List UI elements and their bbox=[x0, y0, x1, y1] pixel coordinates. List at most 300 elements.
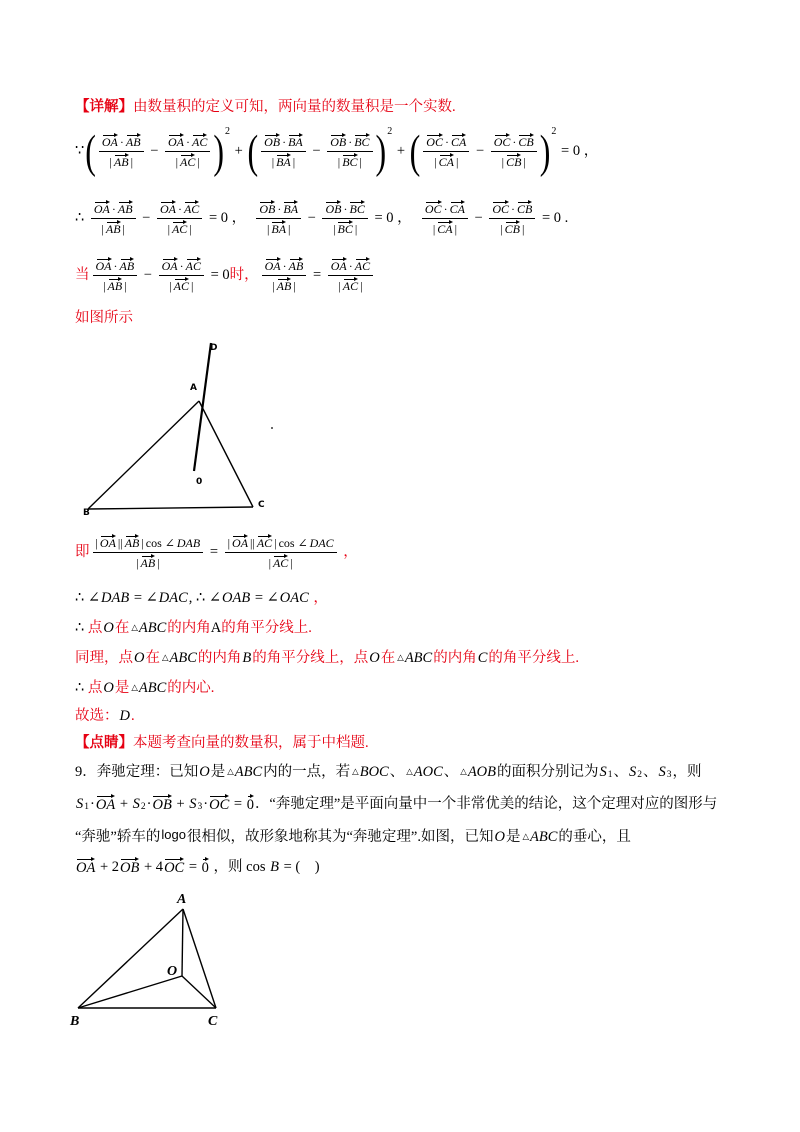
text-run: ．“奔驰定理”是平面向量中一个非常优美的结论，这个定理对应的图形与 bbox=[254, 796, 718, 812]
triangle-symbol: △ bbox=[397, 653, 404, 663]
text-run: 同理，点 bbox=[75, 650, 133, 666]
latin-word: logo bbox=[161, 827, 186, 842]
vector: CA bbox=[449, 201, 465, 216]
text-run: 当 bbox=[75, 267, 90, 283]
question-9-line-2 bbox=[75, 792, 717, 816]
math-variable: O bbox=[199, 764, 210, 780]
fraction-numerator bbox=[99, 133, 144, 152]
fraction bbox=[91, 200, 136, 237]
text-run: | bbox=[274, 535, 277, 550]
vector: OA bbox=[101, 134, 118, 149]
fraction-denominator bbox=[93, 276, 138, 294]
text-run: ， bbox=[309, 590, 328, 606]
vector: BA bbox=[276, 154, 291, 169]
vector: BC bbox=[354, 134, 370, 149]
text-run: | bbox=[175, 154, 178, 169]
text-run: ，则 cos bbox=[209, 859, 270, 875]
fraction-numerator bbox=[491, 133, 537, 152]
text-run: || bbox=[250, 535, 255, 550]
vector: OC bbox=[209, 794, 229, 814]
fraction-denominator bbox=[491, 152, 537, 170]
fraction-denominator bbox=[93, 553, 204, 571]
text-run: = 0 . bbox=[538, 210, 569, 226]
text-run: + bbox=[116, 796, 132, 812]
text-run: 9．奔驰定理：已知 bbox=[75, 764, 199, 780]
fraction-numerator bbox=[261, 133, 306, 152]
fraction-denominator bbox=[423, 152, 469, 170]
left-parenthesis: ( bbox=[247, 124, 259, 178]
text-run: 由数量积的定义可知，两向量的数量积是一个实数. bbox=[133, 99, 456, 115]
math-variable: O bbox=[134, 650, 145, 666]
vector: BA bbox=[271, 221, 287, 236]
text-run: 很相似，故形象地称其为“奔驰定理”.如图，已知 bbox=[186, 829, 494, 845]
text-run: = 0 bbox=[206, 267, 230, 283]
math-variable: S bbox=[132, 796, 140, 812]
text-run: | bbox=[189, 221, 192, 236]
fraction-numerator bbox=[423, 133, 469, 152]
text-run: cos ∠ bbox=[145, 535, 175, 550]
subscript: 2 bbox=[140, 802, 146, 813]
fraction bbox=[99, 133, 144, 170]
fraction bbox=[423, 133, 469, 170]
label-c: C bbox=[258, 500, 265, 510]
condition-equation bbox=[75, 257, 376, 293]
vector: BC bbox=[337, 221, 353, 236]
label-b: B bbox=[83, 508, 90, 518]
math-variable: ABC bbox=[169, 650, 197, 666]
text-run: 的垂心，且 bbox=[558, 829, 631, 845]
triangle-symbol: △ bbox=[522, 832, 529, 842]
vector: OB bbox=[259, 201, 276, 216]
fraction-numerator bbox=[93, 257, 138, 276]
fraction-denominator bbox=[91, 219, 136, 237]
text-run: · bbox=[179, 258, 184, 273]
text-run: 是 bbox=[210, 764, 226, 780]
fraction bbox=[327, 133, 372, 170]
vector: AB bbox=[119, 258, 135, 273]
text-run: + bbox=[172, 796, 189, 812]
vector: CA bbox=[437, 221, 453, 236]
fraction-denominator bbox=[225, 553, 337, 571]
vector: OB bbox=[120, 857, 139, 877]
fraction bbox=[225, 534, 337, 571]
math-variable: AOC bbox=[413, 764, 443, 780]
vector: OB bbox=[325, 201, 342, 216]
math-variable: S bbox=[189, 796, 197, 812]
text-run: − bbox=[146, 143, 162, 159]
text-run: 点 bbox=[87, 620, 103, 636]
text-run: = ( ) bbox=[279, 859, 320, 875]
text-run: − bbox=[308, 143, 325, 159]
text-run: 的内角 bbox=[197, 650, 242, 666]
text-run: ，则 bbox=[672, 764, 702, 780]
subscript: 3 bbox=[197, 802, 203, 813]
fraction-denominator bbox=[489, 219, 535, 237]
side-ca bbox=[199, 401, 253, 507]
label-a: A bbox=[177, 892, 187, 907]
text-run: 即 bbox=[75, 544, 90, 560]
label-c: C bbox=[208, 1014, 218, 1029]
math-variable: S bbox=[599, 764, 607, 780]
comment-line bbox=[75, 734, 369, 752]
fraction bbox=[328, 257, 373, 294]
cosine-equation bbox=[75, 532, 358, 572]
vector: OA bbox=[99, 535, 116, 550]
fraction-denominator bbox=[327, 152, 372, 170]
math-variable: ABC bbox=[234, 764, 263, 780]
triangle-symbol: △ bbox=[161, 653, 169, 663]
text-run: 如图所示 bbox=[75, 310, 133, 326]
text-run: = 0 ， bbox=[370, 210, 419, 226]
fraction-denominator bbox=[262, 276, 307, 294]
text-run: 的内心. bbox=[167, 680, 215, 696]
vector: OA bbox=[161, 258, 178, 273]
text-run: · bbox=[186, 134, 190, 149]
text-run: | bbox=[333, 221, 336, 236]
math-variable: ABC bbox=[529, 829, 558, 845]
vector: AC bbox=[173, 278, 189, 293]
text-run: | bbox=[523, 154, 526, 169]
text-run: = 0 ， bbox=[205, 210, 254, 226]
text-run: | bbox=[167, 221, 170, 236]
text-run: | bbox=[157, 555, 160, 570]
text-run: | bbox=[95, 535, 98, 550]
question-9-line-4 bbox=[75, 855, 320, 879]
text-run: 是 bbox=[114, 680, 130, 696]
text-run: · bbox=[444, 134, 449, 149]
angle-equality bbox=[75, 589, 328, 607]
text-run: | bbox=[190, 278, 194, 293]
text-run: | bbox=[522, 221, 525, 236]
fraction-numerator bbox=[91, 200, 136, 219]
text-run: | bbox=[272, 278, 275, 293]
label-o: O bbox=[167, 964, 178, 979]
text-run: − bbox=[470, 210, 487, 226]
triangle-symbol: △ bbox=[131, 623, 138, 633]
math-variable: DAB bbox=[176, 535, 201, 550]
vector: AC bbox=[171, 221, 188, 236]
text-run: 故选： bbox=[75, 708, 119, 724]
text-run: = ∠ bbox=[251, 590, 279, 606]
math-variable: OAC bbox=[279, 590, 309, 606]
side-ab bbox=[88, 401, 199, 509]
left-parenthesis: ( bbox=[85, 124, 96, 178]
text-run: 在 bbox=[114, 620, 130, 636]
triangle-symbol: △ bbox=[352, 767, 359, 777]
text-run: ∵ bbox=[75, 143, 85, 159]
text-run: · bbox=[443, 201, 448, 216]
fraction-denominator bbox=[157, 219, 202, 237]
fraction bbox=[157, 200, 202, 237]
text-run: 在 bbox=[380, 650, 396, 666]
text-run: | bbox=[130, 154, 133, 169]
vector: AC bbox=[342, 278, 359, 293]
text-run: | bbox=[337, 154, 341, 169]
text-run: 的内角 bbox=[167, 620, 211, 636]
text-run: 的角平分线上. bbox=[488, 650, 579, 666]
text-run: | bbox=[268, 555, 271, 570]
squared-bracket-group bbox=[409, 124, 557, 178]
text-run: | bbox=[455, 154, 459, 169]
triangle-symbol: △ bbox=[460, 767, 467, 777]
left-parenthesis: ( bbox=[409, 124, 421, 178]
fraction-numerator bbox=[157, 200, 202, 219]
math-variable: ABC bbox=[138, 620, 167, 636]
segment-bo bbox=[78, 976, 182, 1008]
text-run: | bbox=[338, 278, 341, 293]
text-run: | bbox=[109, 154, 112, 169]
text-run: − bbox=[472, 143, 488, 159]
math-variable: O bbox=[369, 650, 380, 666]
text-run: 、 bbox=[643, 764, 658, 780]
math-variable: S bbox=[76, 796, 84, 812]
exponent: 2 bbox=[551, 125, 557, 137]
vector: OA bbox=[93, 201, 110, 216]
text-run: · bbox=[348, 258, 353, 273]
vector: OB bbox=[152, 794, 171, 814]
vector: AB bbox=[288, 258, 304, 273]
label-d: D bbox=[210, 343, 218, 353]
fraction-numerator bbox=[328, 257, 373, 276]
text-run: · bbox=[511, 201, 516, 216]
text-run: 的内角 bbox=[433, 650, 477, 666]
text-run: 点 bbox=[87, 680, 103, 696]
math-variable: B bbox=[270, 859, 279, 875]
math-variable: O bbox=[103, 680, 114, 696]
vector: BA bbox=[288, 134, 303, 149]
fraction-numerator bbox=[225, 534, 337, 553]
fraction-denominator bbox=[165, 152, 210, 170]
subscript: 2 bbox=[637, 770, 642, 781]
vector: AB bbox=[124, 535, 140, 550]
text-run: = ∠ bbox=[130, 590, 158, 606]
vector: AB bbox=[113, 154, 129, 169]
vector: AC bbox=[183, 201, 200, 216]
subscript: 3 bbox=[666, 770, 672, 781]
text-run: | bbox=[169, 278, 172, 293]
math-variable: S bbox=[658, 764, 666, 780]
vector: AB bbox=[105, 221, 121, 236]
text-run: | bbox=[360, 278, 363, 293]
fraction-denominator bbox=[99, 152, 144, 170]
text-run: | bbox=[271, 154, 275, 169]
math-variable: ABC bbox=[138, 680, 167, 696]
figure-caption bbox=[75, 309, 133, 327]
squared-sum-equation bbox=[75, 124, 598, 178]
text-run: | bbox=[293, 278, 296, 293]
math-variable: S bbox=[629, 764, 637, 780]
text-run: · bbox=[348, 134, 353, 149]
text-run: ∴ bbox=[75, 210, 88, 226]
vector: OA bbox=[95, 258, 112, 273]
label-a: A bbox=[190, 383, 197, 393]
text-run: + bbox=[393, 143, 409, 159]
question-9-line-3 bbox=[75, 828, 631, 846]
text-run: 的面积分别记为 bbox=[497, 764, 599, 780]
text-run: · bbox=[512, 134, 517, 149]
text-run: | bbox=[288, 221, 291, 236]
text-run: | bbox=[434, 154, 437, 169]
text-run: 、 bbox=[613, 764, 628, 780]
text-run: = bbox=[185, 859, 201, 875]
text-run: 内的一点，若 bbox=[263, 764, 351, 780]
text-run: 本题考查向量的数量积，属于中档题. bbox=[133, 735, 369, 751]
text-run: · bbox=[113, 258, 118, 273]
text-run: − bbox=[138, 210, 154, 226]
bracket-body bbox=[420, 133, 539, 170]
vector: OA bbox=[159, 201, 176, 216]
vector: BC bbox=[349, 201, 365, 216]
vector: OA bbox=[168, 134, 184, 149]
text-run: | bbox=[266, 221, 270, 236]
vector: OC bbox=[492, 201, 510, 216]
text-run: · bbox=[111, 201, 116, 216]
text-run: + bbox=[231, 143, 247, 159]
vector: OA bbox=[96, 794, 115, 814]
subscript: 1 bbox=[84, 802, 89, 813]
vector: AB bbox=[125, 134, 141, 149]
text-run: | bbox=[136, 555, 139, 570]
exponent: 2 bbox=[387, 125, 393, 137]
text-run: A bbox=[210, 620, 222, 636]
fraction bbox=[261, 133, 306, 170]
text-run: ∴ ∠ bbox=[75, 590, 100, 606]
text-run: | bbox=[101, 221, 104, 236]
section-tag: 【详解】 bbox=[75, 99, 133, 115]
fraction bbox=[489, 200, 535, 237]
fraction-denominator bbox=[261, 152, 306, 170]
bracket-body bbox=[258, 133, 375, 170]
bisector-conclusion-a bbox=[75, 619, 312, 637]
math-variable: DAC bbox=[309, 535, 334, 550]
vector: AC bbox=[180, 154, 196, 169]
vector: AC bbox=[354, 258, 371, 273]
vector: OA bbox=[330, 258, 347, 273]
text-run: · bbox=[90, 796, 95, 812]
fraction-numerator bbox=[159, 257, 204, 276]
fraction-numerator bbox=[165, 133, 210, 152]
text-run: | bbox=[124, 278, 127, 293]
fraction-numerator bbox=[322, 200, 367, 219]
squared-bracket-group bbox=[85, 124, 230, 178]
math-variable: B bbox=[242, 650, 252, 666]
fraction bbox=[93, 257, 138, 294]
vector: CB bbox=[517, 201, 533, 216]
text-run: . bbox=[130, 708, 135, 724]
fraction bbox=[256, 200, 301, 237]
zero-vector: 0 bbox=[202, 857, 209, 877]
math-variable: OAB bbox=[222, 590, 251, 606]
section-tag: 【点睛】 bbox=[75, 735, 133, 751]
text-run: = bbox=[230, 796, 246, 812]
fraction-denominator bbox=[159, 276, 204, 294]
squared-bracket-group bbox=[247, 124, 393, 178]
text-run: = bbox=[206, 544, 222, 560]
text-run: + 2 bbox=[96, 859, 120, 875]
vector: AC bbox=[185, 258, 201, 273]
text-run: | bbox=[454, 221, 457, 236]
vector: OC bbox=[493, 134, 511, 149]
answer-choice bbox=[75, 707, 135, 725]
triangle-symbol: △ bbox=[131, 683, 138, 693]
subscript: 1 bbox=[607, 770, 613, 781]
text-run: 时， bbox=[229, 267, 259, 283]
vector: OC bbox=[424, 201, 442, 216]
right-parenthesis: ) bbox=[213, 124, 224, 178]
text-run: | bbox=[197, 154, 200, 169]
vector: AB bbox=[140, 555, 156, 570]
fraction bbox=[422, 200, 468, 237]
math-variable: O bbox=[103, 620, 114, 636]
text-run: 、 bbox=[443, 764, 459, 780]
fraction-numerator bbox=[489, 200, 535, 219]
vector: OB bbox=[330, 134, 347, 149]
text-run: · bbox=[282, 134, 287, 149]
text-run: ， bbox=[339, 544, 358, 560]
segment-ao bbox=[182, 909, 183, 976]
text-run: − bbox=[140, 267, 156, 283]
vector: OA bbox=[264, 258, 281, 273]
triangle-symbol: △ bbox=[406, 767, 413, 777]
fraction bbox=[491, 133, 537, 170]
text-run: “奔驰”轿车的 bbox=[75, 829, 161, 845]
text-run: · bbox=[119, 134, 124, 149]
text-run: | bbox=[500, 221, 503, 236]
vector: AB bbox=[276, 278, 292, 293]
incenter-conclusion bbox=[75, 679, 214, 697]
vector: CB bbox=[504, 221, 521, 236]
text-run: 在 bbox=[145, 650, 160, 666]
text-run: · bbox=[282, 258, 287, 273]
math-variable: O bbox=[494, 829, 505, 845]
text-run: ∴ bbox=[75, 680, 88, 696]
text-run: ∴ bbox=[75, 620, 88, 636]
text-run: cos ∠ bbox=[278, 535, 308, 550]
vector: CB bbox=[518, 134, 534, 149]
text-run: | bbox=[432, 221, 436, 236]
text-run: | bbox=[141, 535, 144, 550]
text-run: | bbox=[122, 221, 125, 236]
fraction-numerator bbox=[262, 257, 307, 276]
vector: AB bbox=[117, 201, 133, 216]
math-variable: C bbox=[477, 650, 488, 666]
side-ab bbox=[78, 909, 183, 1008]
text-run: · bbox=[177, 201, 182, 216]
fraction-numerator bbox=[327, 133, 372, 152]
stray-dot bbox=[271, 427, 273, 429]
vector: OA bbox=[232, 535, 249, 550]
vector: AC bbox=[192, 134, 208, 149]
text-run: · bbox=[146, 796, 152, 812]
text-run: | bbox=[227, 535, 231, 550]
math-variable: DAC bbox=[158, 590, 188, 606]
vector: BC bbox=[342, 154, 358, 169]
detail-intro-line bbox=[75, 98, 456, 116]
fraction bbox=[159, 257, 204, 294]
text-run: = bbox=[309, 267, 325, 283]
fraction-denominator bbox=[322, 219, 367, 237]
vector: AC bbox=[272, 555, 289, 570]
text-run: · bbox=[203, 796, 209, 812]
text-run: = 0 ， bbox=[557, 143, 599, 159]
figure-2-triangle bbox=[65, 885, 235, 1035]
text-run: | bbox=[354, 221, 358, 236]
text-run: | bbox=[359, 154, 362, 169]
text-run: · bbox=[343, 201, 348, 216]
vector: BA bbox=[283, 201, 299, 216]
vector: CA bbox=[438, 154, 454, 169]
text-run: | bbox=[290, 555, 293, 570]
